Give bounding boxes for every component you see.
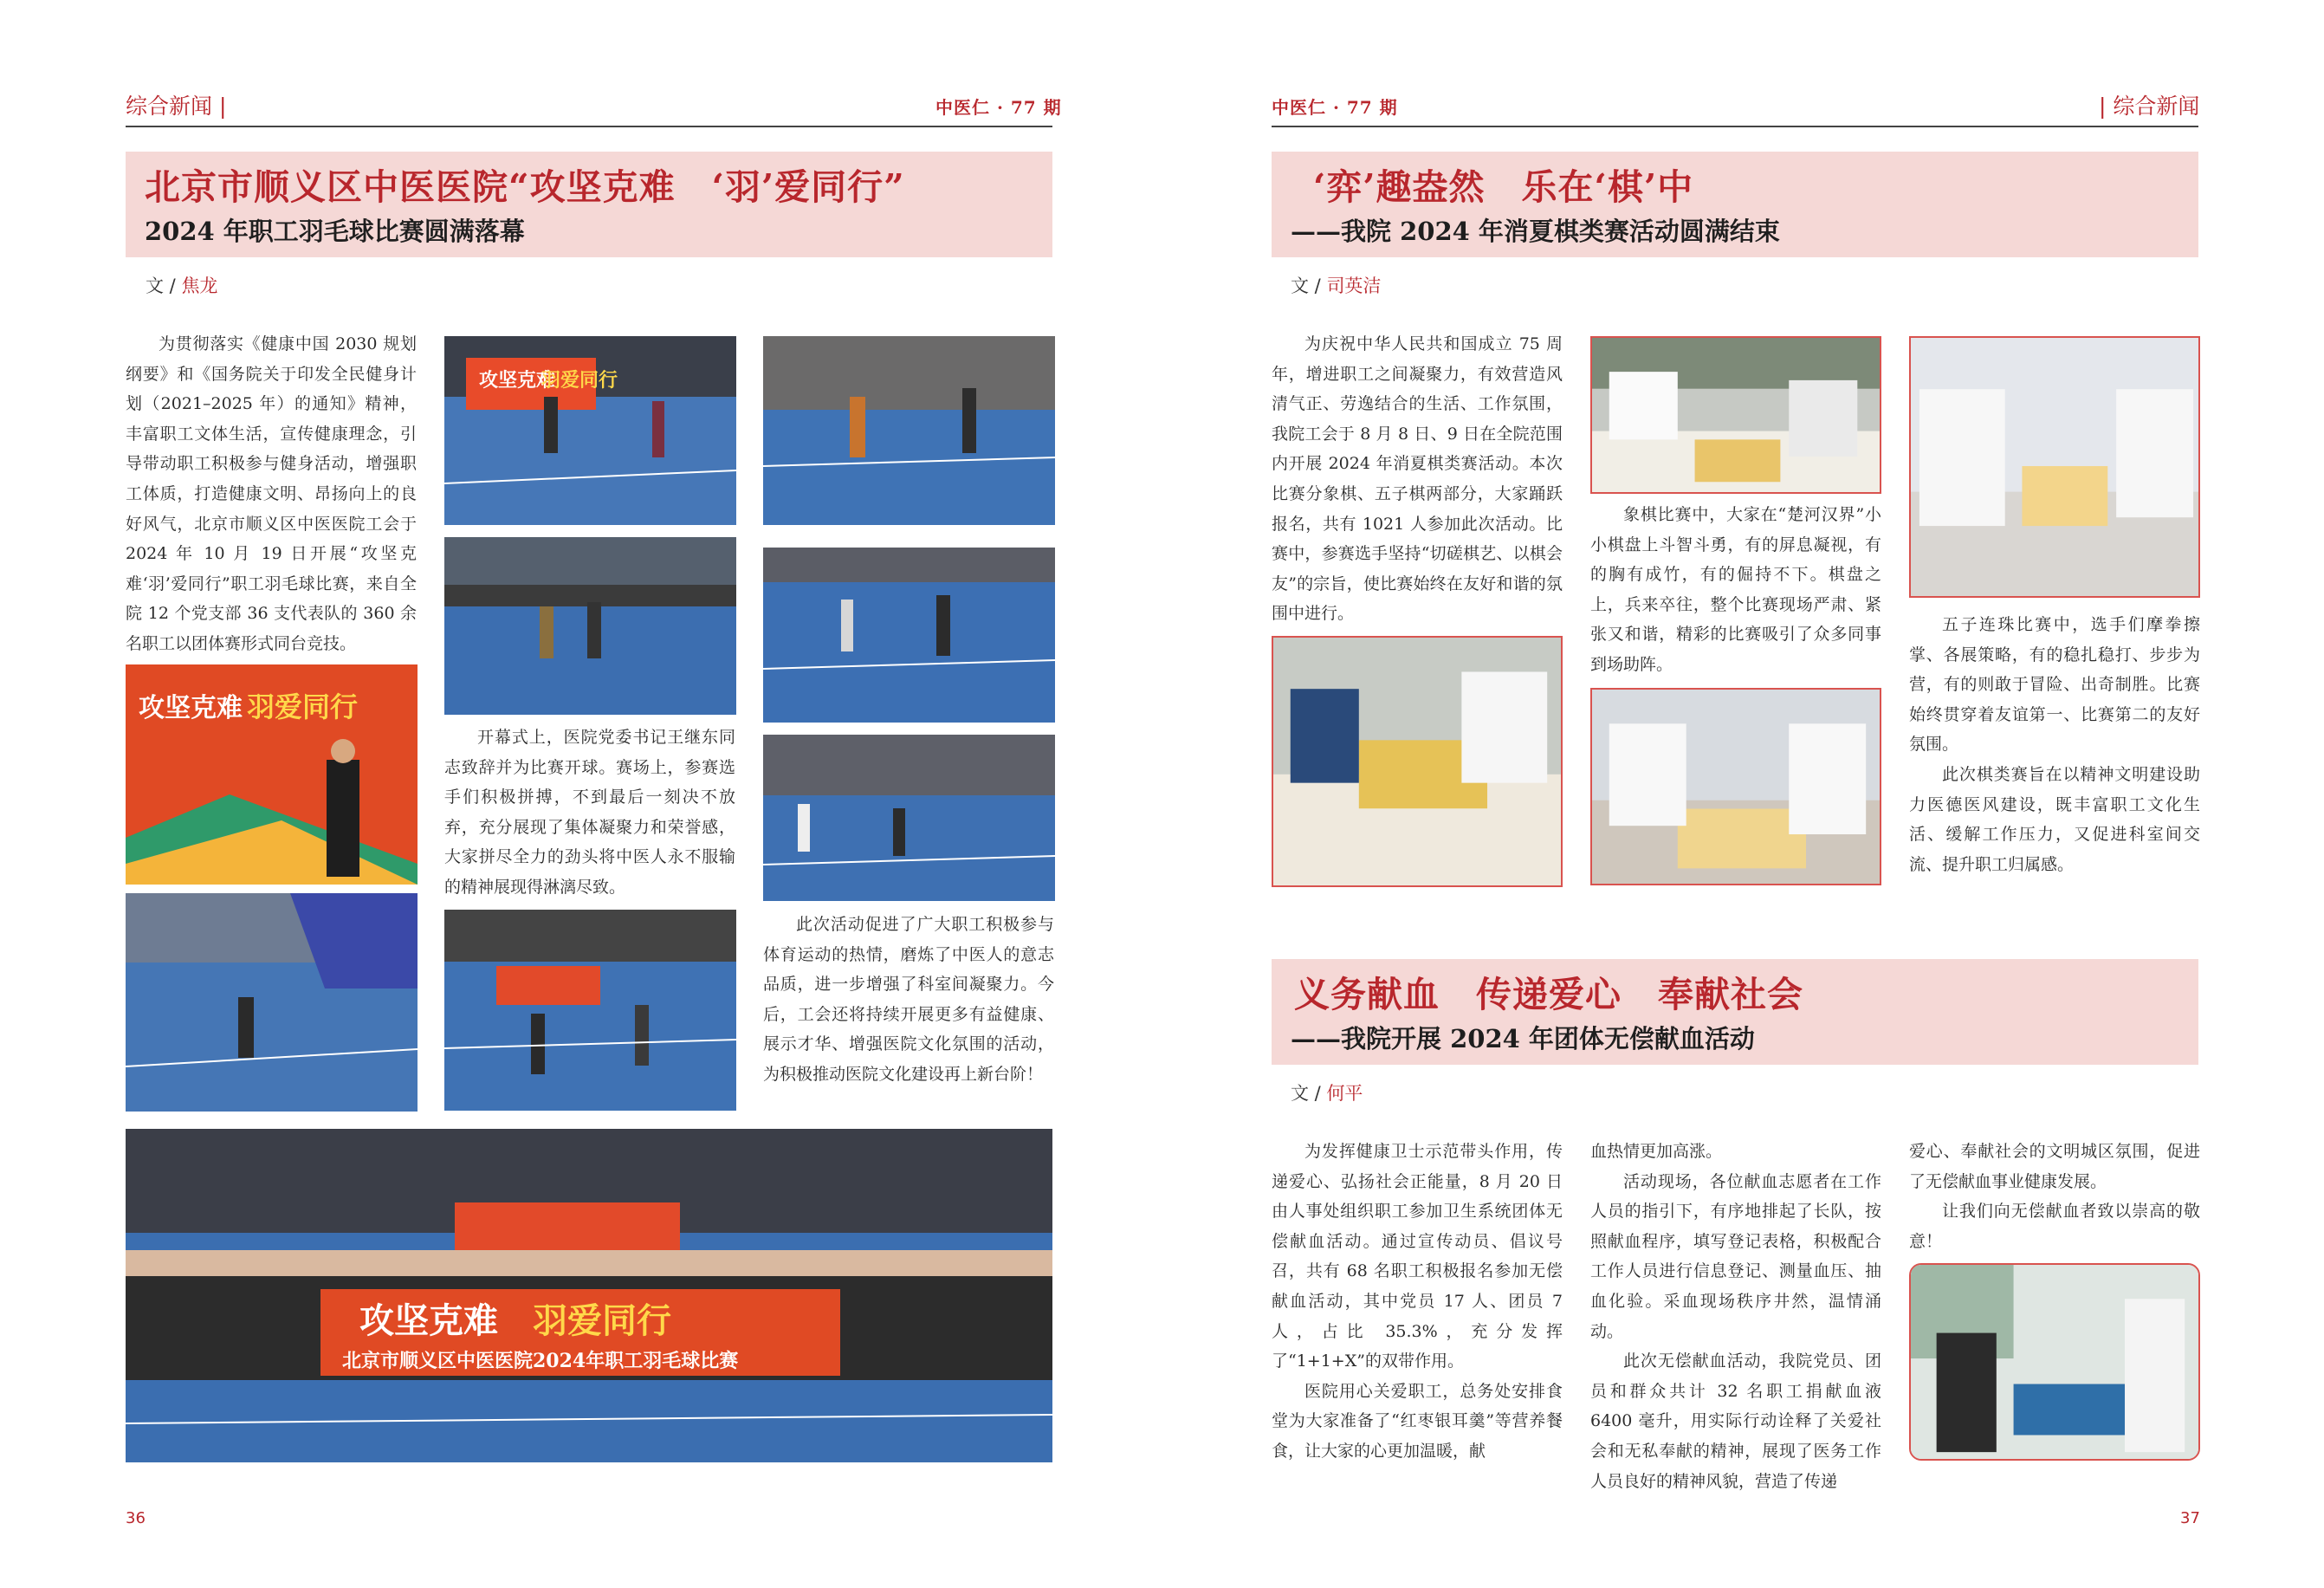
chess-article-banner	[1272, 152, 2198, 257]
chess-article-author: 文 / 司英洁	[1291, 275, 1382, 296]
left-header-rule	[126, 126, 1052, 127]
left-section-label: 综合新闻 |	[126, 94, 227, 119]
gomoku-photo-2	[1590, 688, 1881, 885]
banner-text-2: 羽爱同行	[541, 369, 618, 392]
left-article-author: 文 / 焦龙	[146, 275, 218, 296]
blood-col1-text: 为发挥健康卫士示范带头作用，传递爱心、弘扬社会正能量，8 月 20 日由人事处组织职工参加卫生系统团体无偿献血活动。通过宣传动员、倡议号召，共有 68 名职工积极报名参加无偿献血活动，其中党员 17 人、团员 7 人，占比 35.3%，充分发挥了“1+1+X”的双带作用。 医院用心关爱职工，总务处安排食堂为大家准备了“红枣银耳羹”等营养餐食，让大家的心更加温暖，献	[1272, 1142, 1563, 1461]
right-page-number: 37	[2180, 1509, 2200, 1527]
blood-article-title: 义务献血 传递爱心 奉献社会	[1294, 974, 1803, 1015]
badminton-photo-6	[126, 893, 418, 1112]
opening-banner-text2: 羽爱同行	[247, 690, 359, 723]
left-article-banner	[126, 152, 1052, 257]
chess-col2-text: 象棋比赛中，大家在“楚河汉界”小小棋盘上斗智斗勇，有的屏息凝视，有的胸有成竹，有的倔持不下。棋盘之上，兵来卒往，整个比赛现场严肃、紧张又和谐，精彩的比赛吸引了众多同事到场助阵。	[1590, 505, 1881, 674]
badminton-photo-4	[763, 548, 1055, 723]
group-banner-text1: 攻坚克难	[359, 1300, 498, 1341]
right-header-rule	[1272, 126, 2198, 127]
left-article-subtitle: 2024 年职工羽毛球比赛圆满落幕	[145, 217, 525, 246]
left-page-number: 36	[126, 1509, 146, 1527]
chess-article-subtitle: ——我院 2024 年消夏棋类赛活动圆满结束	[1291, 217, 1780, 246]
banner-text-1: 攻坚克难	[479, 369, 556, 392]
left-col1-text: 为贯彻落实《健康中国 2030 规划纲要》和《国务院关于印发全民健身计划（2021–2025 年）的通知》精神，丰富职工文体生活，宣传健康理念，引导带动职工积极参与健身活动，增强职工体质，打造健康文明、昂扬向上的良好风气，北京市顺义区中医医院工会于 2024 年 10 月 19 日开展“攻坚克难‘羽’爱同行”职工羽毛球比赛，来自全院 12 个党支部 36 支代表队的 360 余名职工以团体赛形式同台竞技。	[126, 334, 417, 653]
xiangqi-photo-2	[1272, 636, 1563, 887]
chess-article-title: ‘弈’趣盎然 乐在‘棋’中	[1313, 166, 1694, 208]
blood-article-banner	[1272, 959, 2198, 1065]
chess-col1-text: 为庆祝中华人民共和国成立 75 周年，增进职工之间凝聚力，有效营造风清气正、劳逸结合的生活、工作氛围，我院工会于 8 月 8 日、9 日在全院范围内开展 2024 年消夏棋类赛活动。本次比赛分象棋、五子棋两部分，大家踊跃报名，共有 1021 人参加此次活动。比赛中，参赛选手坚持“切磋棋艺、以棋会友”的宗旨，使比赛始终在友好和谐的氛围中进行。	[1272, 334, 1563, 624]
left-col3-text: 此次活动促进了广大职工积极参与体育运动的热情，磨炼了中医人的意志品质，进一步增强了科室间凝聚力。今后，工会还将持续开展更多有益健康、展示才华、增强医院文化氛围的活动，为积极推动医院文化建设再上新台阶！	[763, 915, 1054, 1084]
right-magazine-label: 中医仁 · 77 期	[1272, 97, 1398, 118]
badminton-photo-1	[444, 336, 736, 525]
gomoku-photo-1	[1909, 336, 2200, 598]
blood-article-author: 文 / 何平	[1291, 1083, 1363, 1104]
badminton-photo-2	[763, 336, 1055, 525]
xiangqi-photo	[1590, 336, 1881, 494]
blood-donation-photo	[1909, 1263, 2200, 1461]
opening-ceremony-photo	[126, 664, 418, 885]
group-banner-text2: 羽爱同行	[533, 1300, 671, 1341]
left-magazine-label: 中医仁 · 77 期	[935, 97, 1062, 118]
chess-col3-text: 五子连珠比赛中，选手们摩拳擦掌、各展策略，有的稳扎稳打、步步为营，有的则敢于冒险、出奇制胜。比赛始终贯穿着友谊第一、比赛第二的友好氛围。 此次棋类赛旨在以精神文明建设助力医德医风建设，既丰富职工文化生活、缓解工作压力，又促进科室间交流、提升职工归属感。	[1909, 615, 2200, 874]
badminton-photo-7	[444, 910, 736, 1111]
group-banner-subtitle: 北京市顺义区中医医院2024年职工羽毛球比赛	[342, 1350, 739, 1372]
right-section-label: | 综合新闻	[2099, 94, 2200, 119]
left-col2-text: 开幕式上，医院党委书记王继东同志致辞并为比赛开球。赛场上，参赛选手们积极拼搏，不到最后一刻决不放弃，充分展现了集体凝聚力和荣誉感，大家拼尽全力的劲头将中医人永不服输的精神展现得淋漓尽致。	[444, 728, 735, 897]
blood-col2-text: 血热情更加高涨。 活动现场，各位献血志愿者在工作人员的指引下，有序地排起了长队，按照献血程序，填写登记表格，积极配合工作人员进行信息登记、测量血压、抽血化验。采血现场秩序井然，温情涌动。 此次无偿献血活动，我院党员、团员和群众共计 32 名职工捐献血液 6400 毫升，用实际行动诠释了关爱社会和无私奉献的精神，展现了医务工作人员良好的精神风貌，营造了传递	[1590, 1142, 1881, 1491]
blood-article-subtitle: ——我院开展 2024 年团体无偿献血活动	[1291, 1024, 1755, 1053]
opening-banner-text: 攻坚克难	[139, 693, 243, 723]
badminton-photo-3	[444, 537, 736, 715]
badminton-photo-5	[763, 735, 1055, 901]
left-article-title: 北京市顺义区中医医院“攻坚克难 ‘羽’爱同行”	[145, 166, 905, 208]
group-photo	[126, 1129, 1052, 1462]
blood-col3-text: 爱心、奉献社会的文明城区氛围，促进了无偿献血事业健康发展。 让我们向无偿献血者致以崇高的敬意！	[1909, 1142, 2200, 1251]
